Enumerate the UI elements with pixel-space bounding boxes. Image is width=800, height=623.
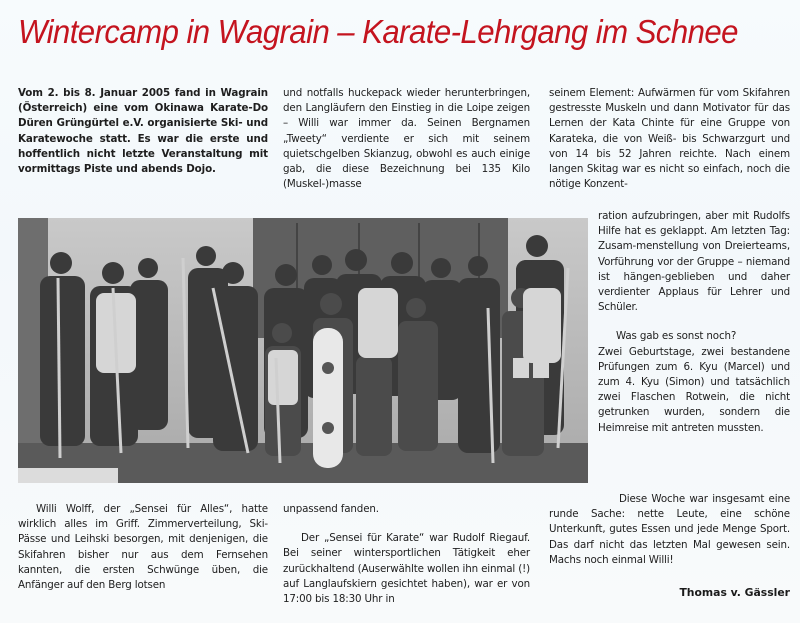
paragraph: Der „Sensei für Karate“ war Rudolf Riegauf. Bei seiner wintersportlichen Tätigkeit eher zurückhaltend (Auserwählte wollen ihn einmal (!) auf Langlaufskiern gesichtet haben), war er von 17:00 bis 18:30 Uhr in <box>283 532 530 606</box>
column-2-top <box>283 86 530 192</box>
article-title: Wintercamp in Wagrain – Karate-Lehrgang im Schnee <box>18 14 738 51</box>
column-3-wrap <box>598 209 790 436</box>
column-3-bottom <box>549 492 790 568</box>
paragraph: Willi Wolff, der „Sensei für Alles“, hatte wirklich alles im Griff. Zimmerverteilung, Ski-Pässe und Leihski besorgen, mit denjenigen, die Skifahren bisher nur aus dem Fernsehen kannten, die ersten Schwünge üben, die Anfänger auf den Berg lotsen <box>18 503 268 592</box>
author-name: Thomas v. Gässler <box>679 586 790 599</box>
column-1-bottom <box>18 502 268 593</box>
paragraph: seinem Element: Aufwärmen für vom Skifahren gestresste Muskeln und dann Motivator für das Lernen der Kata Chinte für eine Gruppe von Karateka, die von Weiß- bis Schwarzgurt und von 14 bis 52 Jahren reichte. Nach einem langen Skitag war es nicht so einfach, noch die nötige Konzent- <box>549 87 790 191</box>
paragraph: Diese Woche war insgesamt eine runde Sache: nette Leute, eine schöne Unterkunft, gutes Essen und jede Menge Sport. Das darf nicht das letzten Mal gewesen sein. Machs noch einmal Willi! <box>549 493 790 566</box>
paragraph: Zwei Geburtstage, zwei bestandene Prüfungen zum 6. Kyu (Marcel) und zum 4. Kyu (Simon) und tatsächlich zwei Flaschen Rotwein, die nicht getrunken wurden, sondern die Heimreise mit antreten mussten. <box>598 345 790 434</box>
paragraph: unpassend fanden. <box>283 503 379 515</box>
column-2-bottom <box>283 502 530 607</box>
paragraph: ration aufzubringen, aber mit Rudolfs Hilfe hat es geklappt. Am letzten Tag: Zusam-menstellung von Dreierteams, Vorführung vor der Gruppe – niemand ist hängen-geblieben und daher verdienter Applaus für Lehrer und Schüler. <box>598 210 790 314</box>
subheading-question: Was gab es sonst noch? <box>616 330 737 343</box>
group-photo-image <box>18 218 588 483</box>
group-photo <box>18 218 588 483</box>
lead-column <box>18 86 268 177</box>
lead-paragraph: Vom 2. bis 8. Januar 2005 fand in Wagrain (Österreich) eine vom Okinawa Karate-Do Düren Grüngürtel e.V. organisierte Ski- und Karatewoche statt. Es war die erste und hoffentlich nicht letzte Veranstaltung mit vormittags Piste und abends Dojo. <box>18 87 268 176</box>
paragraph: und notfalls huckepack wieder herunterbringen, den Langläufern den Einstieg in die Loipe zeigen – Willi war immer da. Seinen Bergnamen „Tweety“ verdiente er sich mit seinem quietschgelben Skianzug, obwohl es auch einige gab, die diese Bezeichnung bei 135 Kilo (Muskel-)masse <box>283 87 530 191</box>
column-3-top <box>549 86 790 192</box>
